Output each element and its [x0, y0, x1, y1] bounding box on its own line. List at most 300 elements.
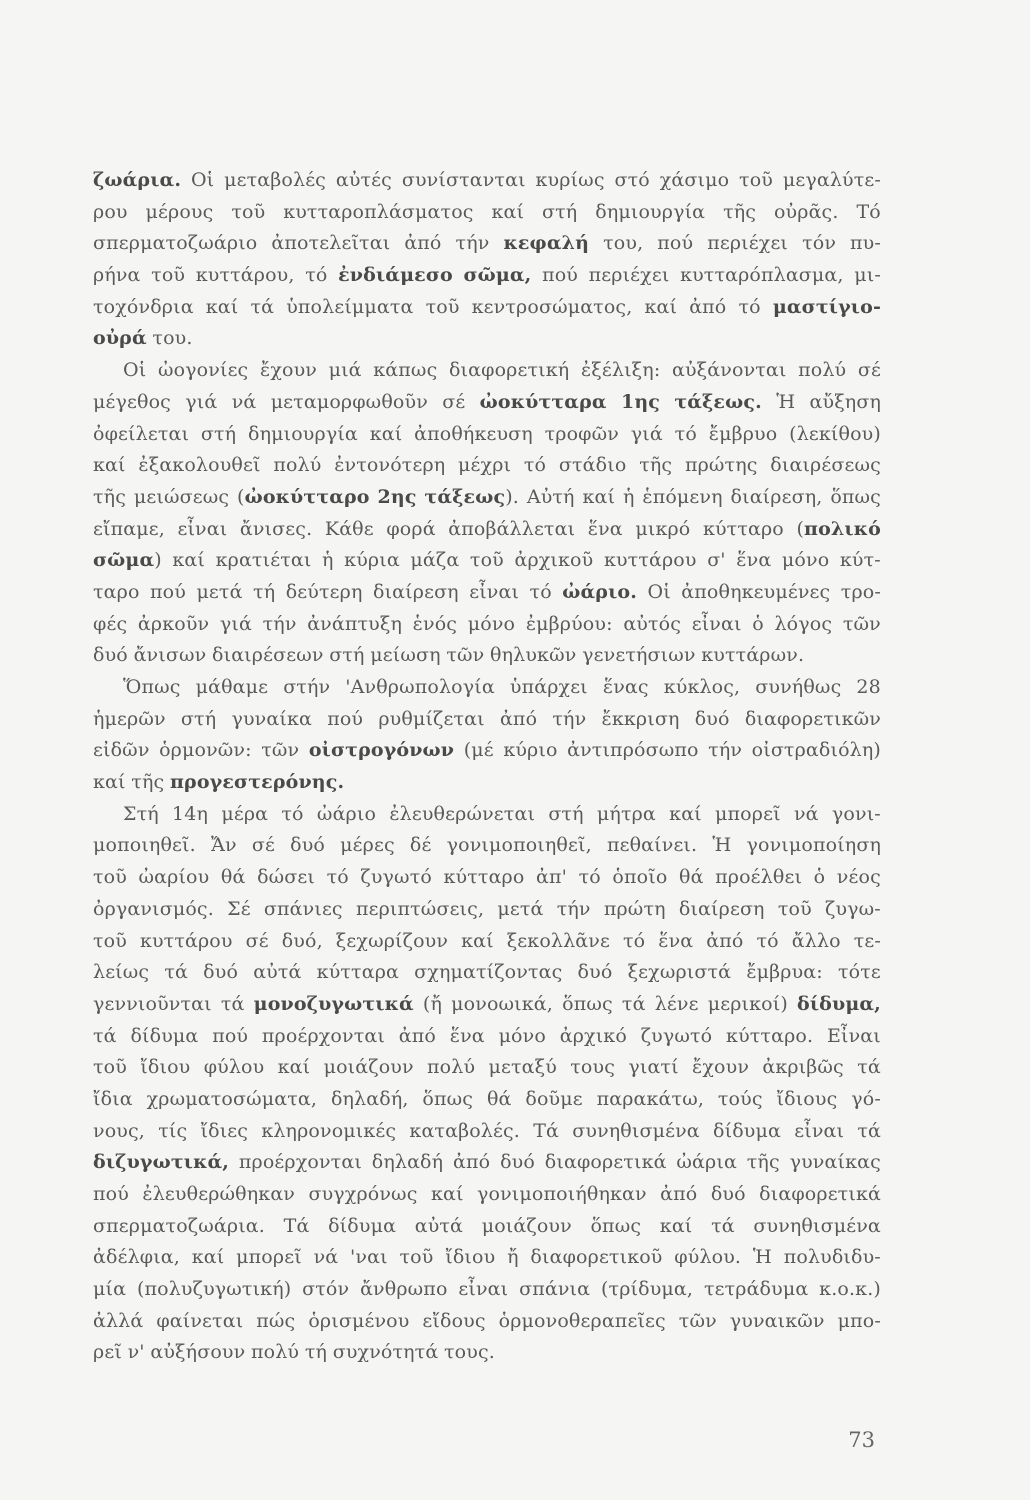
text-run: δοῦμε	[525, 1087, 583, 1110]
text-run: συνήθως	[755, 676, 842, 698]
word	[231, 704, 312, 736]
text-run: γονιμοποίηση	[746, 834, 881, 857]
word	[123, 355, 146, 387]
text-run: μέγεθος	[93, 390, 171, 413]
word	[328, 1211, 396, 1243]
word	[672, 355, 787, 387]
text-run: τῶν	[261, 739, 300, 762]
text-run: πώς	[256, 1309, 296, 1332]
text-run: γιά	[185, 390, 218, 413]
word	[239, 1147, 362, 1179]
text-run: τοῦ	[469, 549, 504, 572]
word	[422, 1084, 473, 1116]
word	[212, 640, 324, 672]
text-run: δώσει	[257, 866, 316, 889]
text-run: κύτταρα	[316, 961, 400, 984]
text-run: μία	[93, 1278, 127, 1301]
word	[93, 1179, 129, 1211]
word	[221, 862, 246, 894]
word	[590, 1211, 641, 1243]
text-run: μετά	[497, 897, 544, 920]
text-run: ἤ	[507, 1246, 519, 1269]
word	[378, 704, 484, 736]
word	[413, 609, 457, 641]
word	[588, 514, 623, 546]
text-run: διαίρεση,	[730, 485, 823, 508]
text-run: αὐξάνονται	[672, 359, 787, 382]
word	[177, 514, 227, 546]
word	[334, 450, 445, 482]
word	[130, 1021, 198, 1053]
text-run: μεταβολές	[224, 169, 326, 191]
word	[548, 799, 583, 831]
word	[399, 1021, 436, 1053]
text-run: νέος	[836, 866, 881, 889]
text-run: δίδυμα	[130, 1024, 199, 1047]
text-line	[93, 926, 881, 958]
word	[572, 1116, 700, 1148]
text-run: στή	[180, 707, 217, 730]
word	[641, 1021, 713, 1053]
word	[542, 197, 577, 229]
word	[838, 957, 881, 989]
word	[261, 1116, 396, 1148]
text-run: θά	[220, 866, 246, 889]
word	[601, 1274, 693, 1306]
word	[93, 830, 196, 862]
word	[345, 672, 495, 704]
text-run: τοῦ	[151, 264, 186, 287]
word	[344, 545, 400, 577]
text-run: τοῦ	[425, 295, 460, 318]
word	[639, 450, 672, 482]
text-line	[93, 228, 881, 260]
text-run: δυό	[577, 961, 613, 984]
word	[172, 799, 208, 831]
text-run: ζυγωτό	[640, 1024, 713, 1047]
text-run: σπάνιες	[263, 897, 343, 920]
word	[685, 450, 758, 482]
text-run: σχηματίζοντας	[414, 961, 563, 984]
text-run: γό-	[851, 1087, 881, 1110]
text-run: ἄλλο	[791, 929, 841, 952]
word	[657, 228, 693, 260]
bold-term: σῶμα,	[463, 264, 532, 287]
word	[660, 1179, 697, 1211]
word	[196, 260, 295, 292]
text-run: καί	[205, 295, 239, 318]
text-run: τή	[304, 1341, 328, 1364]
text-run: ζυγωτό	[360, 866, 432, 889]
word	[739, 165, 773, 197]
word	[93, 767, 126, 799]
text-run: ἡμερῶν	[93, 707, 166, 730]
bold-term: μονοζυγωτικά	[253, 992, 414, 1015]
word	[137, 1274, 291, 1306]
text-run: καί	[277, 1056, 311, 1079]
text-run: πού	[93, 1183, 129, 1205]
text-run: εἶναι	[177, 517, 228, 540]
text-run: πού	[657, 232, 694, 255]
word	[718, 1084, 763, 1116]
text-run: (	[237, 485, 245, 508]
text-run: νά	[313, 1246, 339, 1269]
text-line	[93, 767, 881, 799]
word	[196, 672, 269, 704]
text-run: γυναίκας	[789, 1151, 881, 1174]
word	[370, 640, 440, 672]
text-run: νά	[793, 802, 819, 825]
text-run: ἄνισων	[133, 644, 207, 667]
word	[701, 640, 804, 672]
word	[93, 989, 212, 1021]
word	[236, 1242, 302, 1274]
text-run: κυττάρου	[603, 549, 697, 572]
word	[628, 1052, 678, 1084]
text-run: Κάθε	[324, 517, 374, 540]
word	[533, 1116, 559, 1148]
text-run: ἐντονότερη	[334, 454, 446, 477]
text-run: ρήνα	[93, 264, 141, 287]
text-run: ὁρμονοθεραπεῖες	[498, 1309, 666, 1332]
word	[424, 482, 519, 514]
text-run: στή	[542, 200, 578, 223]
word	[203, 957, 238, 989]
word	[642, 482, 722, 514]
text-run: διαίρεση	[678, 897, 765, 920]
word	[645, 292, 678, 324]
word	[431, 1179, 464, 1211]
text-run: μοιάζουν	[481, 1214, 572, 1237]
word	[704, 1274, 808, 1306]
word	[140, 1052, 190, 1084]
text-run: καί	[93, 454, 126, 477]
text-line	[93, 799, 881, 831]
word	[123, 672, 181, 704]
text-run: ἀπ'	[536, 866, 568, 889]
text-run: εἴπαμε,	[93, 517, 165, 540]
text-run: τά	[621, 992, 646, 1015]
word	[676, 1147, 737, 1179]
word	[773, 292, 881, 324]
text-run: εἶναι	[794, 1119, 845, 1142]
body-text	[93, 165, 881, 1369]
word	[623, 609, 681, 641]
text-run: ἐλευθερώθηκαν	[142, 1183, 295, 1205]
text-line	[93, 323, 881, 355]
text-run: τετράδυμα	[703, 1278, 809, 1301]
word	[825, 894, 881, 926]
word	[746, 957, 823, 989]
text-run: τήν	[552, 707, 587, 730]
word	[451, 989, 553, 1021]
word	[93, 482, 126, 514]
text-run: μπορεῖ	[715, 802, 781, 825]
word	[260, 355, 317, 387]
bold-term: ὠοκύτταρα	[479, 390, 607, 413]
text-run: (	[796, 517, 805, 540]
text-run: εἶναι	[458, 1278, 509, 1301]
text-run: τους	[570, 1056, 616, 1079]
word	[497, 894, 543, 926]
text-run: στήν	[283, 676, 331, 698]
word	[93, 862, 127, 894]
word	[220, 609, 252, 641]
text-run: κύκλος,	[663, 676, 741, 698]
word	[464, 735, 494, 767]
text-run: Σέ	[227, 897, 251, 920]
text-run: διαφορετικά	[544, 1151, 667, 1174]
text-run: Στή	[123, 802, 159, 825]
text-run: γυναικῶν	[729, 1309, 825, 1332]
word	[830, 482, 881, 514]
word	[840, 545, 881, 577]
text-run: σέ	[442, 390, 466, 413]
text-run: διαίρεση	[372, 580, 459, 603]
text-run: ρυθμίζεται	[378, 707, 485, 730]
word	[560, 1021, 627, 1053]
word	[708, 735, 742, 767]
text-run: (μέ	[463, 739, 494, 762]
text-run: )	[154, 549, 162, 572]
text-run: ἀρκοῦν	[137, 612, 210, 635]
word	[838, 1306, 881, 1338]
text-run: δηλαδή,	[330, 1087, 409, 1110]
text-run: φύλου	[203, 1056, 265, 1079]
text-run: προέλθει	[715, 866, 803, 889]
text-run: σέ	[245, 929, 269, 952]
text-run: δίδυμα	[328, 1214, 397, 1237]
text-run: συνίστανται	[401, 169, 526, 191]
text-line	[93, 1116, 881, 1148]
bold-term: δίδυμα,	[797, 992, 881, 1015]
word	[597, 799, 656, 831]
text-run: μεταξύ	[488, 1056, 557, 1079]
word	[123, 799, 159, 831]
word	[325, 514, 374, 546]
text-run: μονοωικά,	[451, 992, 553, 1015]
word	[139, 862, 210, 894]
text-run: Οἱ	[647, 580, 671, 603]
text-run: δεύτερη	[285, 580, 363, 603]
word	[658, 926, 693, 958]
word	[776, 387, 795, 419]
bold-term: ζωάρια.	[93, 169, 182, 191]
text-run: του.	[152, 327, 193, 350]
text-run: ἐξέλιξη:	[580, 359, 661, 382]
text-run: διαφορετικοῦ	[530, 1246, 663, 1269]
word	[271, 387, 428, 419]
text-run: μι-	[854, 264, 881, 287]
word	[707, 545, 726, 577]
word	[689, 292, 726, 324]
word	[283, 672, 330, 704]
text-run: ὅπως	[562, 992, 613, 1015]
word	[360, 862, 432, 894]
word	[305, 260, 327, 292]
text-line	[93, 197, 881, 229]
text-run: τό	[622, 929, 646, 952]
word	[856, 197, 880, 229]
text-run: ἴδιου	[445, 1246, 496, 1269]
text-run: ἄνισες.	[239, 517, 313, 540]
text-run: τοῦ	[93, 866, 127, 889]
word	[664, 672, 741, 704]
word	[499, 1021, 546, 1053]
word	[237, 482, 370, 514]
word	[597, 1084, 704, 1116]
text-run: ταρο	[93, 580, 140, 603]
text-run: δημιουργία	[247, 422, 358, 445]
word	[140, 926, 233, 958]
word	[134, 640, 207, 672]
word	[93, 957, 149, 989]
word	[224, 165, 326, 197]
text-run: σπάνια	[519, 1278, 591, 1301]
word	[500, 704, 537, 736]
word	[450, 1021, 485, 1053]
text-run: γιατί	[628, 1056, 679, 1079]
text-run: δηλαδή	[371, 1151, 444, 1174]
text-run: κυττάρου	[139, 929, 233, 952]
word	[170, 767, 344, 799]
text-run: στή	[329, 644, 365, 667]
text-line	[93, 1242, 881, 1274]
word	[525, 1084, 582, 1116]
word	[309, 735, 454, 767]
word	[93, 1211, 265, 1243]
text-run: λένε	[654, 992, 699, 1015]
word	[386, 514, 435, 546]
text-run: τοῦ	[739, 169, 773, 191]
word	[308, 1306, 409, 1338]
text-run: μεταμορφωθοῦν	[270, 390, 428, 413]
text-run: μήτρα	[596, 802, 656, 825]
text-run: τους.	[444, 1341, 495, 1364]
word	[378, 482, 417, 514]
text-run: ἀποθήκευση	[414, 422, 533, 445]
word	[695, 704, 730, 736]
word	[827, 1021, 881, 1053]
word	[448, 514, 575, 546]
text-run: ἀπό	[404, 232, 442, 255]
word	[152, 323, 192, 355]
word	[93, 640, 128, 672]
text-run: γονι-	[831, 802, 881, 825]
word	[399, 1242, 433, 1274]
text-run: αὔξηση	[809, 390, 881, 413]
text-run: μικρό	[635, 517, 691, 540]
text-run: ἑνός	[412, 612, 458, 635]
word	[350, 1242, 388, 1274]
bold-term: προγεστερόνης.	[169, 771, 345, 794]
word	[545, 419, 619, 451]
word	[802, 228, 836, 260]
text-run: ἀλλά	[93, 1309, 144, 1332]
word	[797, 989, 881, 1021]
text-line	[93, 260, 881, 292]
word	[469, 577, 519, 609]
word	[790, 1147, 881, 1179]
text-run: ἑπόμενη	[642, 485, 723, 508]
text-run: πού	[212, 1024, 249, 1047]
text-run: κυρίως	[535, 169, 605, 191]
text-run: ὁρισμένου	[308, 1309, 410, 1332]
text-run: περιέχει	[588, 264, 670, 287]
word	[621, 387, 660, 419]
text-run: συχνότητά	[332, 1341, 439, 1364]
text-line	[93, 1274, 881, 1306]
word	[726, 1021, 813, 1053]
text-run: τό	[529, 580, 552, 603]
word	[185, 387, 217, 419]
text-run: ὀργανισμός.	[93, 897, 214, 920]
word	[472, 292, 633, 324]
text-run: συνηθισμένα	[753, 1214, 881, 1237]
text-line	[93, 1021, 881, 1053]
word	[256, 1306, 295, 1338]
text-run: μειώσεως	[133, 485, 230, 508]
word	[423, 989, 442, 1021]
word	[252, 830, 275, 862]
text-run: γονιμοποιήθηκαν	[477, 1183, 647, 1205]
bold-term: πολικό	[804, 517, 881, 540]
word	[138, 450, 260, 482]
word	[93, 1337, 122, 1369]
text-run: ὅπως	[590, 1214, 642, 1237]
word	[628, 957, 732, 989]
text-run: ἕνα	[736, 549, 772, 572]
word	[93, 609, 127, 641]
text-run: ).	[505, 485, 519, 508]
word	[655, 989, 699, 1021]
text-run: τήν	[708, 739, 743, 762]
text-run: νά	[231, 390, 257, 413]
word	[752, 609, 764, 641]
text-run: ἀκριβῶς	[762, 1056, 844, 1079]
text-run: αὐτός	[623, 612, 682, 635]
bold-term: οὐρά	[93, 327, 147, 350]
text-run: διαφορετική	[448, 359, 570, 382]
text-run: τίς	[158, 1119, 188, 1142]
word	[204, 1052, 265, 1084]
word	[93, 545, 162, 577]
text-run: σέ	[857, 359, 881, 382]
word	[675, 419, 697, 451]
text-run: ἀποβάλλεται	[448, 517, 576, 540]
text-line	[93, 609, 881, 641]
word	[660, 1211, 693, 1243]
word	[557, 894, 591, 926]
word	[589, 260, 670, 292]
word	[251, 1337, 299, 1369]
text-run: δυό	[93, 644, 128, 667]
word	[93, 292, 194, 324]
text-run: ἔμβρυα:	[746, 961, 823, 984]
text-run: ἐμβρύου:	[525, 612, 613, 635]
word	[327, 704, 363, 736]
word	[579, 862, 601, 894]
text-run: δυό	[290, 834, 326, 857]
word	[329, 355, 362, 387]
text-line	[93, 514, 881, 546]
text-run: ὑπάρχει	[509, 676, 588, 698]
text-run: ἀντιπρόσωπο	[567, 739, 699, 762]
text-run: τῆς	[746, 1151, 780, 1174]
word	[858, 355, 881, 387]
text-run: προέρχονται	[261, 1024, 385, 1047]
text-run: καί	[644, 295, 678, 318]
